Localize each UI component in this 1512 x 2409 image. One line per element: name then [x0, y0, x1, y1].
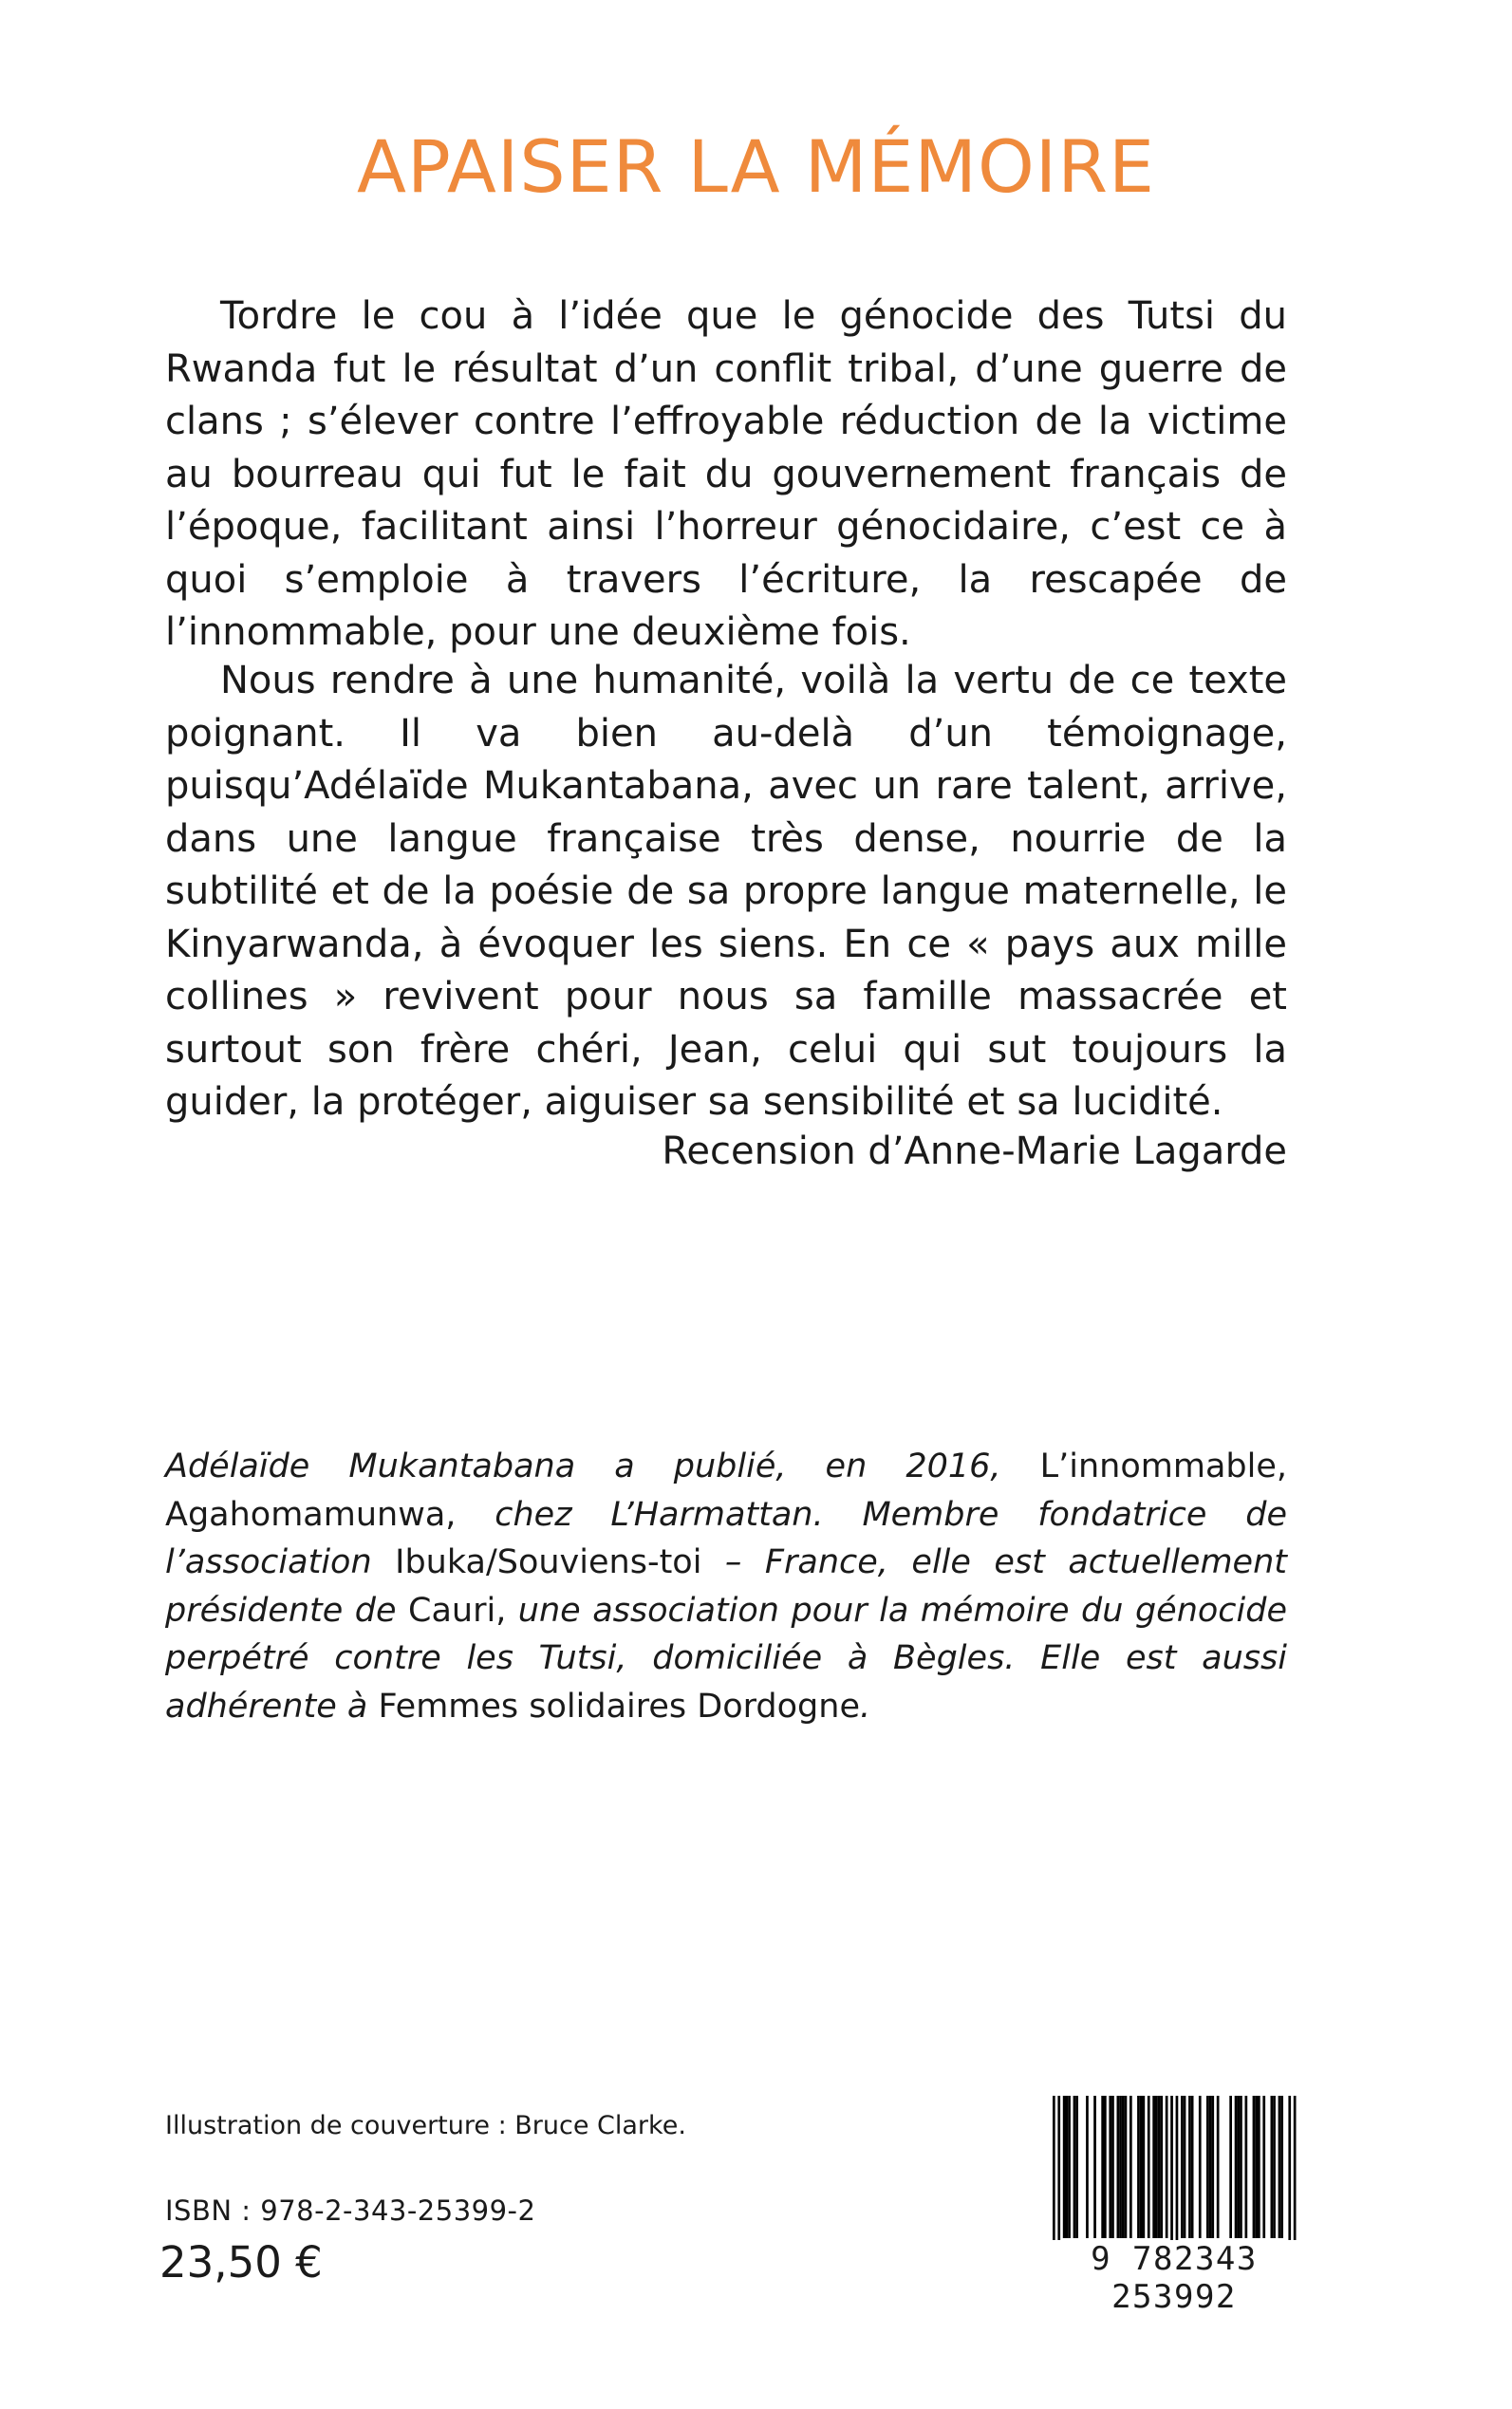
barcode-bar — [1066, 2096, 1069, 2238]
barcode-digits: 9 782343 253992 — [1032, 2240, 1316, 2316]
recension-credit: Recension d’Anne-Marie Lagarde — [662, 1130, 1287, 1173]
barcode-bar — [1209, 2096, 1212, 2238]
barcode-bar — [1122, 2096, 1125, 2238]
barcode-bar — [1152, 2096, 1155, 2238]
barcode-bar — [1181, 2096, 1184, 2238]
barcode-bar — [1279, 2096, 1281, 2238]
isbn: ISBN : 978-2-343-25399-2 — [165, 2194, 536, 2227]
bio-association-ibuka: Ibuka/Souviens-toi — [395, 1543, 702, 1581]
barcode-bar — [1240, 2096, 1242, 2238]
bio-segment: chez L’Harmattan. Membre fondatrice de l’association — [165, 1495, 1287, 1581]
barcode-bar — [1158, 2096, 1161, 2238]
barcode-bar — [1237, 2096, 1240, 2238]
barcode-bar — [1137, 2096, 1140, 2238]
barcode-bar — [1188, 2096, 1191, 2238]
barcode-bar — [1093, 2096, 1096, 2238]
barcode-bar — [1262, 2096, 1265, 2238]
barcode-bar — [1211, 2096, 1214, 2238]
barcode-bar — [1253, 2096, 1256, 2238]
barcode-bar — [1258, 2096, 1260, 2238]
barcode-bar — [1075, 2096, 1078, 2238]
barcode-bar — [1206, 2096, 1209, 2238]
barcode-bar — [1166, 2096, 1168, 2238]
barcode-bar — [1073, 2096, 1076, 2238]
barcode-bar — [1111, 2096, 1114, 2238]
barcode-bar — [1217, 2096, 1220, 2238]
barcode-bar — [1191, 2096, 1194, 2238]
barcode-bar — [1143, 2096, 1146, 2238]
barcode-bar — [1271, 2096, 1274, 2238]
book-title: APAISER LA MÉMOIRE — [356, 124, 1156, 209]
cover-illustration-credit: Illustration de couverture : Bruce Clarke. — [165, 2111, 686, 2140]
barcode-bar — [1104, 2096, 1107, 2238]
barcode-bar — [1255, 2096, 1258, 2238]
author-bio — [165, 1443, 1287, 1730]
bio-association-cauri: Cauri, — [408, 1591, 507, 1630]
bio-segment: . — [860, 1687, 871, 1726]
barcode-bar — [1129, 2096, 1132, 2238]
barcode-bar — [1148, 2096, 1150, 2238]
bio-book-title: L’innommable, Agahomamunwa, — [165, 1447, 1287, 1534]
bio-segment: Adélaïde Mukantabana a publié, en 2016, — [165, 1447, 1040, 1485]
barcode-bar — [1184, 2096, 1186, 2238]
barcode-bar — [1063, 2096, 1066, 2238]
barcode-bar — [1109, 2096, 1111, 2238]
barcode-bar — [1273, 2096, 1276, 2238]
barcode-bar — [1101, 2096, 1104, 2238]
barcode-bar — [1119, 2096, 1122, 2238]
bio-segment: une association pour la mémoire du génocide perpétré contre les Tutsi, domiciliée à Bègles. Elle est aussi adhérente à — [165, 1591, 1288, 1726]
barcode-bar — [1086, 2096, 1089, 2238]
barcode-bar — [1245, 2096, 1248, 2238]
barcode-bar — [1125, 2096, 1128, 2238]
barcode-bar — [1160, 2096, 1163, 2238]
barcode-bar — [1280, 2096, 1283, 2238]
bio-association-femmes-solidaires: Femmes solidaires Dordogne — [378, 1687, 860, 1726]
barcode-bar — [1117, 2096, 1120, 2238]
price: 23,50 € — [159, 2237, 323, 2288]
blurb-paragraph-1 — [165, 290, 1287, 660]
bio-segment: – France, elle est actuellement présidente de — [165, 1543, 1288, 1630]
barcode-bar — [1199, 2096, 1202, 2238]
barcode-bar — [1068, 2096, 1071, 2238]
blurb-paragraph-1-text: Tordre le cou à l’idée que le génocide des Tutsi du Rwanda fut le résultat d’un conflit tribal, d’une guerre de clans ; s’élever contre l’effroyable réduction de la victime au bourreau qui fut le fait du gouvernement français de l’époque, facilitant ainsi l’horreur génocidaire, c’est ce à quoi s’emploie à travers l’écriture, la rescapée de l’innommable, pour une deuxième fois. — [165, 294, 1287, 654]
barcode-bar — [1229, 2096, 1232, 2238]
blurb-paragraph-2 — [165, 655, 1287, 1130]
barcode-bar — [1155, 2096, 1158, 2238]
blurb-paragraph-2-text: Nous rendre à une humanité, voilà la vertu de ce texte poignant. Il va bien au-delà d’un témoignage, puisqu’Adélaïde Mukantabana, avec un rare talent, arrive, dans une langue française très dense, nourrie de la subtilité et de la poésie de sa propre langue maternelle, le Kinyarwanda, à évoquer les siens. En ce « pays aux mille collines » revivent pour nous sa famille massacrée et surtout son frère chéri, Jean, celui qui sut toujours la guider, la protéger, aiguiser sa sensibilité et sa lucidité. — [165, 659, 1287, 1124]
barcode-bar — [1140, 2096, 1143, 2238]
barcode-bar — [1235, 2096, 1238, 2238]
